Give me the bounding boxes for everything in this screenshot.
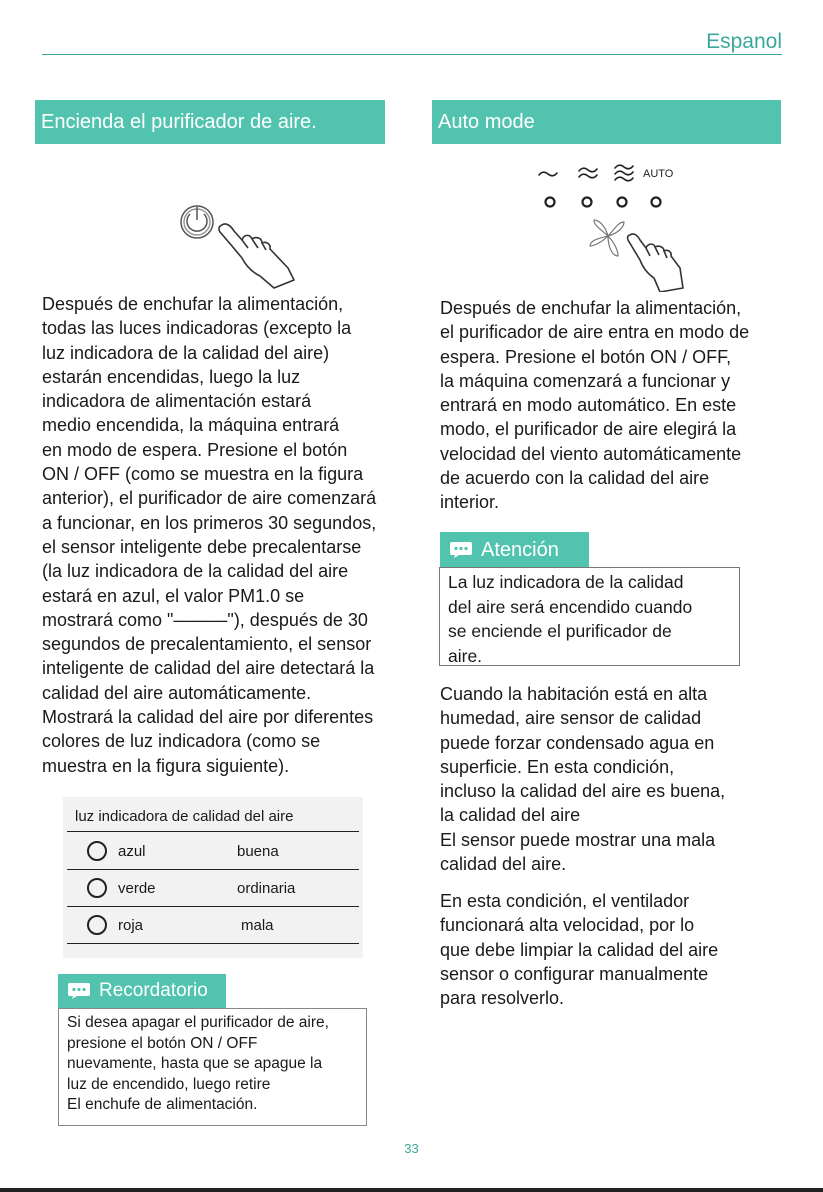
air-quality-indicator-table bbox=[63, 797, 363, 958]
power-icon bbox=[181, 206, 213, 238]
reminder-tag: Recordatorio bbox=[58, 974, 226, 1008]
language-label: Espanol bbox=[706, 30, 782, 53]
table-body bbox=[67, 833, 359, 944]
fan-icon bbox=[590, 220, 624, 256]
pointing-hand-icon bbox=[628, 234, 683, 292]
indicator-circle-icon bbox=[87, 878, 107, 898]
table-row: roja mala bbox=[67, 907, 359, 943]
section-title-power-on: Encienda el purificador de aire. bbox=[35, 100, 385, 144]
power-on-paragraph: Después de enchufar la alimentación, todas las luces indicadoras (excepto la luz indicadora de la calidad del aire) estarán encendidas, luego la luz indicadora de alimentación estará medio encendida, la máquina entrará en modo de espera. Presione el botón ON / OFF (como se muestra en la figura anterior), el purificador de aire comenzará a funcionar, en los primeros 30 segundos, el sensor inteligente debe precalentarse (la luz indicadora de la calidad del aire estará en azul, el valor PM1.0 se mostrará como "———"), después de 30 segundos de precalentamiento, el sensor inteligente de calidad del aire detectará la calidad del aire automáticamente. Mostrará la calidad del aire por diferentes colores de luz indicadora (como se muestra en la figura siguiente). bbox=[42, 294, 377, 776]
reminder-note: Si desea apagar el purificador de aire, presione el botón ON / OFF nuevamente, hasta que se apague la luz de encendido, luego retire El enchufe de alimentación. bbox=[58, 1008, 367, 1126]
attention-note: La luz indicadora de la calidad del aire será encendido cuando se enciende el purificador de aire. bbox=[439, 567, 740, 666]
attention-tag: Atención bbox=[440, 532, 589, 568]
table-divider bbox=[67, 831, 359, 832]
table-row: azul buena bbox=[67, 833, 359, 869]
speech-bubble-icon bbox=[449, 541, 473, 559]
header-divider bbox=[42, 54, 782, 55]
indicator-circle-icon bbox=[618, 198, 627, 207]
fan-speed-low-icon bbox=[539, 172, 557, 176]
speech-bubble-icon bbox=[67, 982, 91, 1000]
indicator-circle-icon bbox=[652, 198, 661, 207]
fan-speed-medium-icon bbox=[579, 168, 597, 178]
page-number: 33 bbox=[404, 1141, 419, 1156]
auto-mode-paragraph: Después de enchufar la alimentación, el purificador de aire entra en modo de espera. Presione el botón ON / OFF, la máquina comenzará a funcionar y entrará en modo automático. En este modo, el purificador de aire elegirá la velocidad del viento automáticamente de acuerdo con la calidad del aire interior. bbox=[440, 298, 750, 513]
fan-speed-high-icon bbox=[615, 165, 633, 181]
humidity-paragraph: Cuando la habitación está en alta humedad, aire sensor de calidad puede forzar condensado agua en superficie. En esta condición, incluso la calidad del aire es buena, la calidad del aire El sensor puede mostrar una mala calidad del aire. bbox=[440, 684, 726, 875]
power-button-press-illustration bbox=[170, 198, 310, 290]
indicator-circle-icon bbox=[87, 841, 107, 861]
table-row: verde ordinaria bbox=[67, 870, 359, 906]
fan-condition-paragraph: En esta condición, el ventilador funcionará alta velocidad, por lo que debe limpiar la calidad del aire sensor o configurar manualmente para resolverlo. bbox=[440, 891, 719, 1009]
indicator-circle-icon bbox=[87, 915, 107, 935]
control-panel-illustration bbox=[530, 160, 690, 292]
footer-bar bbox=[0, 1188, 823, 1192]
section-title-auto-mode: Auto mode bbox=[432, 100, 781, 144]
auto-label: AUTO bbox=[643, 168, 674, 180]
indicator-circle-icon bbox=[546, 198, 555, 207]
table-title: luz indicadora de calidad del aire bbox=[75, 808, 294, 825]
indicator-circle-icon bbox=[583, 198, 592, 207]
pointing-hand-icon bbox=[219, 224, 294, 288]
